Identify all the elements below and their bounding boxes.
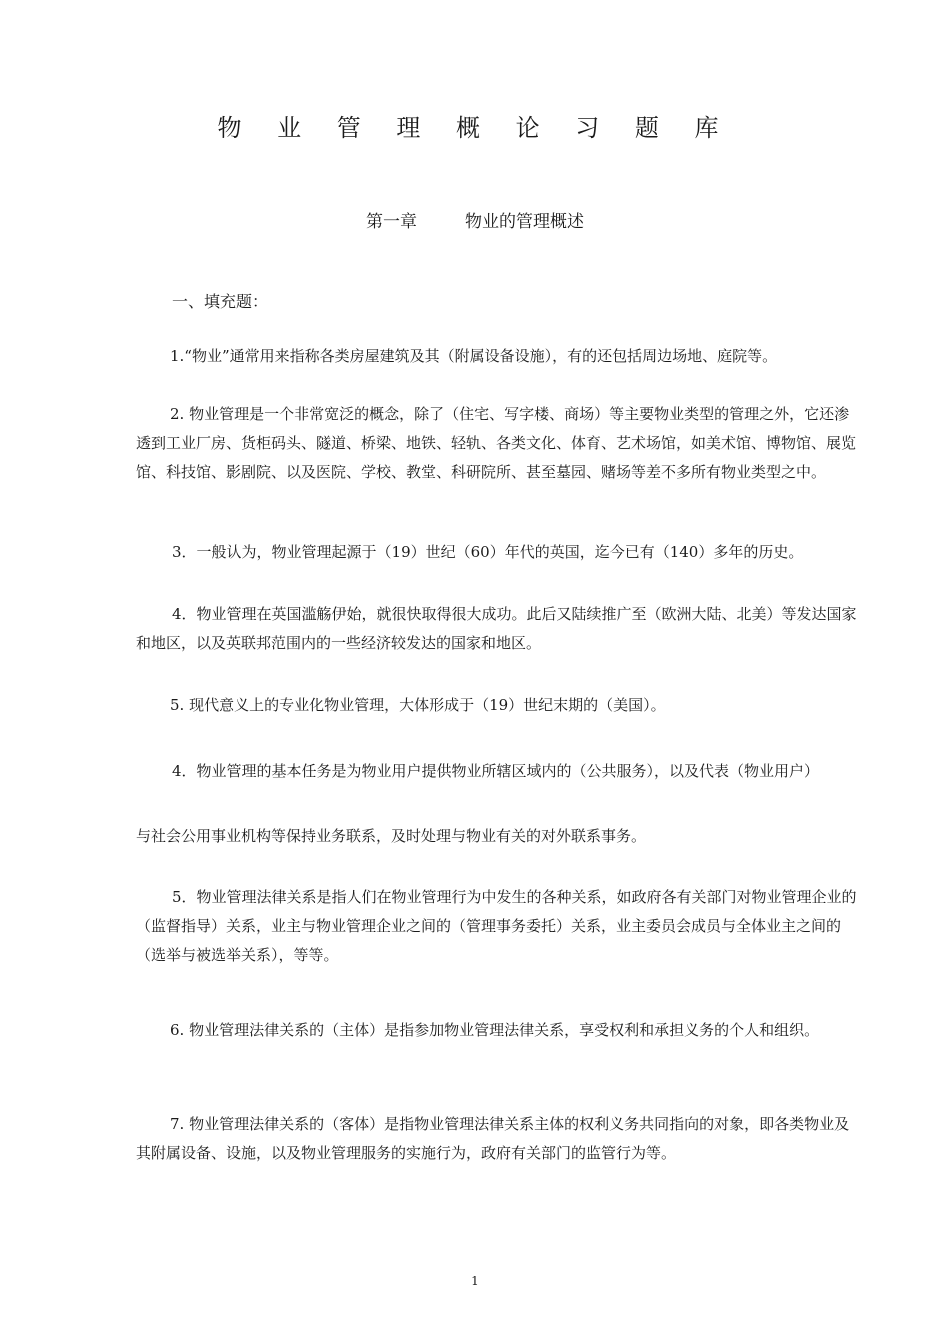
paragraph-1: 1.“物业”通常用来指称各类房屋建筑及其（附属设备设施），有的还包括周边场地、庭院等。	[170, 347, 778, 365]
paragraph-6a: 4．物业管理的基本任务是为物业用户提供物业所辖区域内的（公共服务），以及代表（物业用户）	[172, 762, 820, 780]
page-number: 1	[471, 1274, 479, 1288]
paragraph-6b: 与社会公用事业机构等保持业务联系，及时处理与物业有关的对外联系事务。	[136, 827, 647, 845]
chapter-heading	[0, 207, 950, 232]
paragraph-4: 4．物业管理在英国滥觞伊始，就很快取得很大成功。此后又陆续推广至（欧洲大陆、北美）等发达国家和地区，以及英联邦范围内的一些经济较发达的国家和地区。	[136, 605, 857, 652]
section-heading: 一、填充题：	[172, 292, 269, 311]
paragraph-2: 2. 物业管理是一个非常宽泛的概念，除了（住宅、写字楼、商场）等主要物业类型的管理之外，它还渗透到工业厂房、货柜码头、隧道、桥梁、地铁、轻轨、各类文化、体育、艺术场馆，如美术馆、博物馆、展览馆、科技馆、影剧院、以及医院、学校、教堂、科研院所、甚至墓园、赌场等差不多所有物业类型之中。	[136, 405, 857, 481]
document-title: 物 业 管 理 概 论 习 题 库	[217, 114, 733, 142]
paragraph-7: 5．物业管理法律关系是指人们在物业管理行为中发生的各种关系，如政府各有关部门对物业管理企业的（监督指导）关系，业主与物业管理企业之间的（管理事务委托）关系，业主委员会成员与全体业主之间的（选举与被选举关系），等等。	[136, 888, 857, 964]
paragraph-5: 5. 现代意义上的专业化物业管理，大体形成于（19）世纪末期的（美国）。	[170, 696, 666, 714]
paragraph-8: 6. 物业管理法律关系的（主体）是指参加物业管理法律关系，享受权利和承担义务的个人和组织。	[170, 1021, 820, 1039]
chapter-number: 第一章	[366, 212, 417, 232]
paragraph-3: 3．一般认为，物业管理起源于（19）世纪（60）年代的英国，迄今已有（140）多年的历史。	[172, 543, 804, 561]
paragraph-9: 7. 物业管理法律关系的（客体）是指物业管理法律关系主体的权利义务共同指向的对象，即各类物业及其附属设备、设施，以及物业管理服务的实施行为，政府有关部门的监管行为等。	[136, 1115, 850, 1162]
chapter-title: 物业的管理概述	[465, 212, 584, 232]
